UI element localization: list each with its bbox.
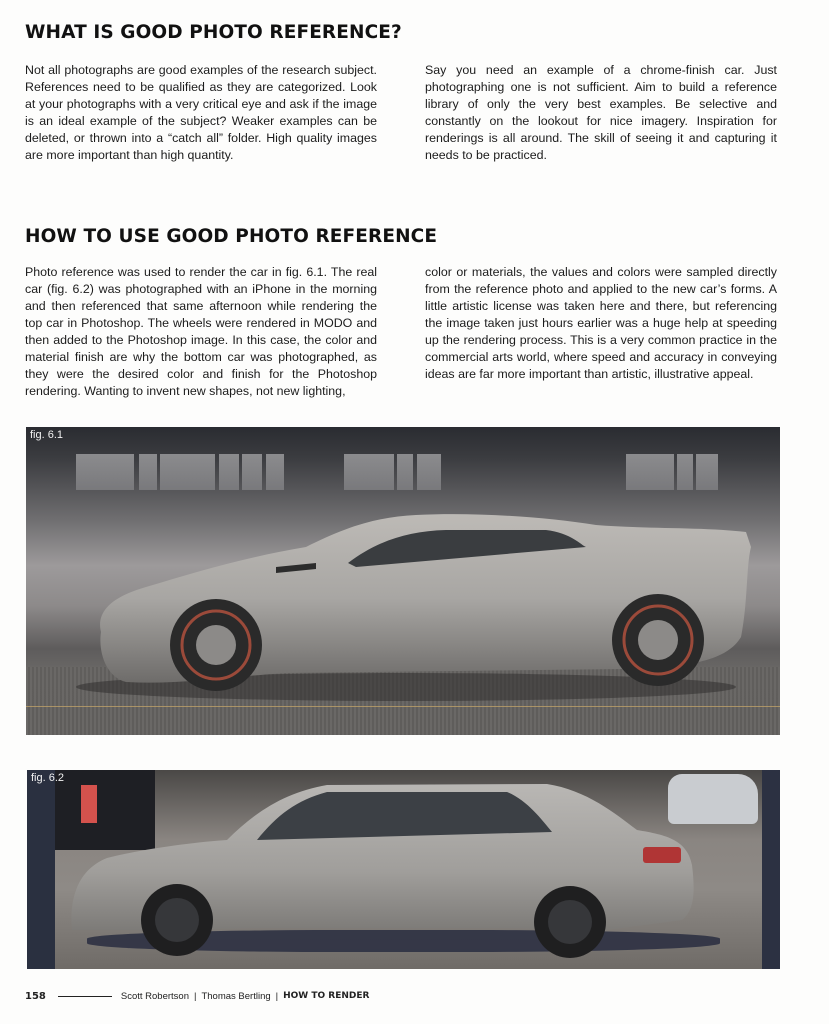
page-footer <box>25 989 369 1003</box>
section-heading-what-is-good-photo-reference: WHAT IS GOOD PHOTO REFERENCE? <box>25 22 402 43</box>
sedan-photo-illustration <box>27 770 780 969</box>
footer-separator: | <box>194 990 197 1002</box>
figure-label: fig. 6.2 <box>31 772 65 784</box>
section2-right-paragraph: color or materials, the values and colors were sampled directly from the reference photo and applied to the new car’s forms. A little artistic license was taken here and there, but referencing the image taken just hours earlier was a huge help at speeding up the rendering process. This is a very common practice in the commercial arts world, where speed and accuracy in conveying ideas are far more important than artistic, illustrative appeal. <box>425 265 777 381</box>
footer-separator: | <box>275 990 279 1002</box>
footer-rule <box>58 996 112 997</box>
right-edge-shadow <box>762 770 780 969</box>
page-number: 158 <box>25 990 46 1002</box>
left-edge-shadow <box>27 770 55 969</box>
figure-label: fig. 6.1 <box>30 429 64 441</box>
figure-6-2-reference-photo <box>27 770 780 969</box>
section1-right-paragraph: Say you need an example of a chrome-finish car. Just photographing one is not sufficient. Aim to build a reference library of only the very best examples. Be selective and constantly on the lookout for nice imagery. Inspiration for renderings is all around. The skill of seeing it and capturing it needs to be practiced. <box>425 63 777 162</box>
author-1: Scott Robertson <box>120 990 189 1002</box>
author-2: Thomas Bertling <box>201 990 271 1002</box>
section2-left-paragraph: Photo reference was used to render the car in fig. 6.1. The real car (fig. 6.2) was photographed with an iPhone in the morning and then referenced that same afternoon while rendering the top car in Photoshop. The wheels were rendered in MODO and then added to the Photoshop image. In this case, the color and material finish are why the bottom car was photographed, as they were the desired color and finish for the Photoshop rendering. Wanting to invent new shapes, not new lighting, <box>25 265 377 398</box>
section-heading-how-to-use-good-photo-reference: HOW TO USE GOOD PHOTO REFERENCE <box>25 226 438 247</box>
figure-6-1-rendered-car <box>26 427 780 735</box>
book-title: HOW TO RENDER <box>283 991 370 1001</box>
concept-car-illustration <box>26 427 780 735</box>
sedan-taillight <box>643 847 681 863</box>
section1-left-paragraph: Not all photographs are good examples of the research subject. References need to be qualified as they are categorized. Look at your photographs with a very critical eye and ask if the image is an ideal example of the subject? Weaker examples can be deleted, or thrown into a “catch all” folder. High quality images are more important than high quantity. <box>25 63 377 162</box>
